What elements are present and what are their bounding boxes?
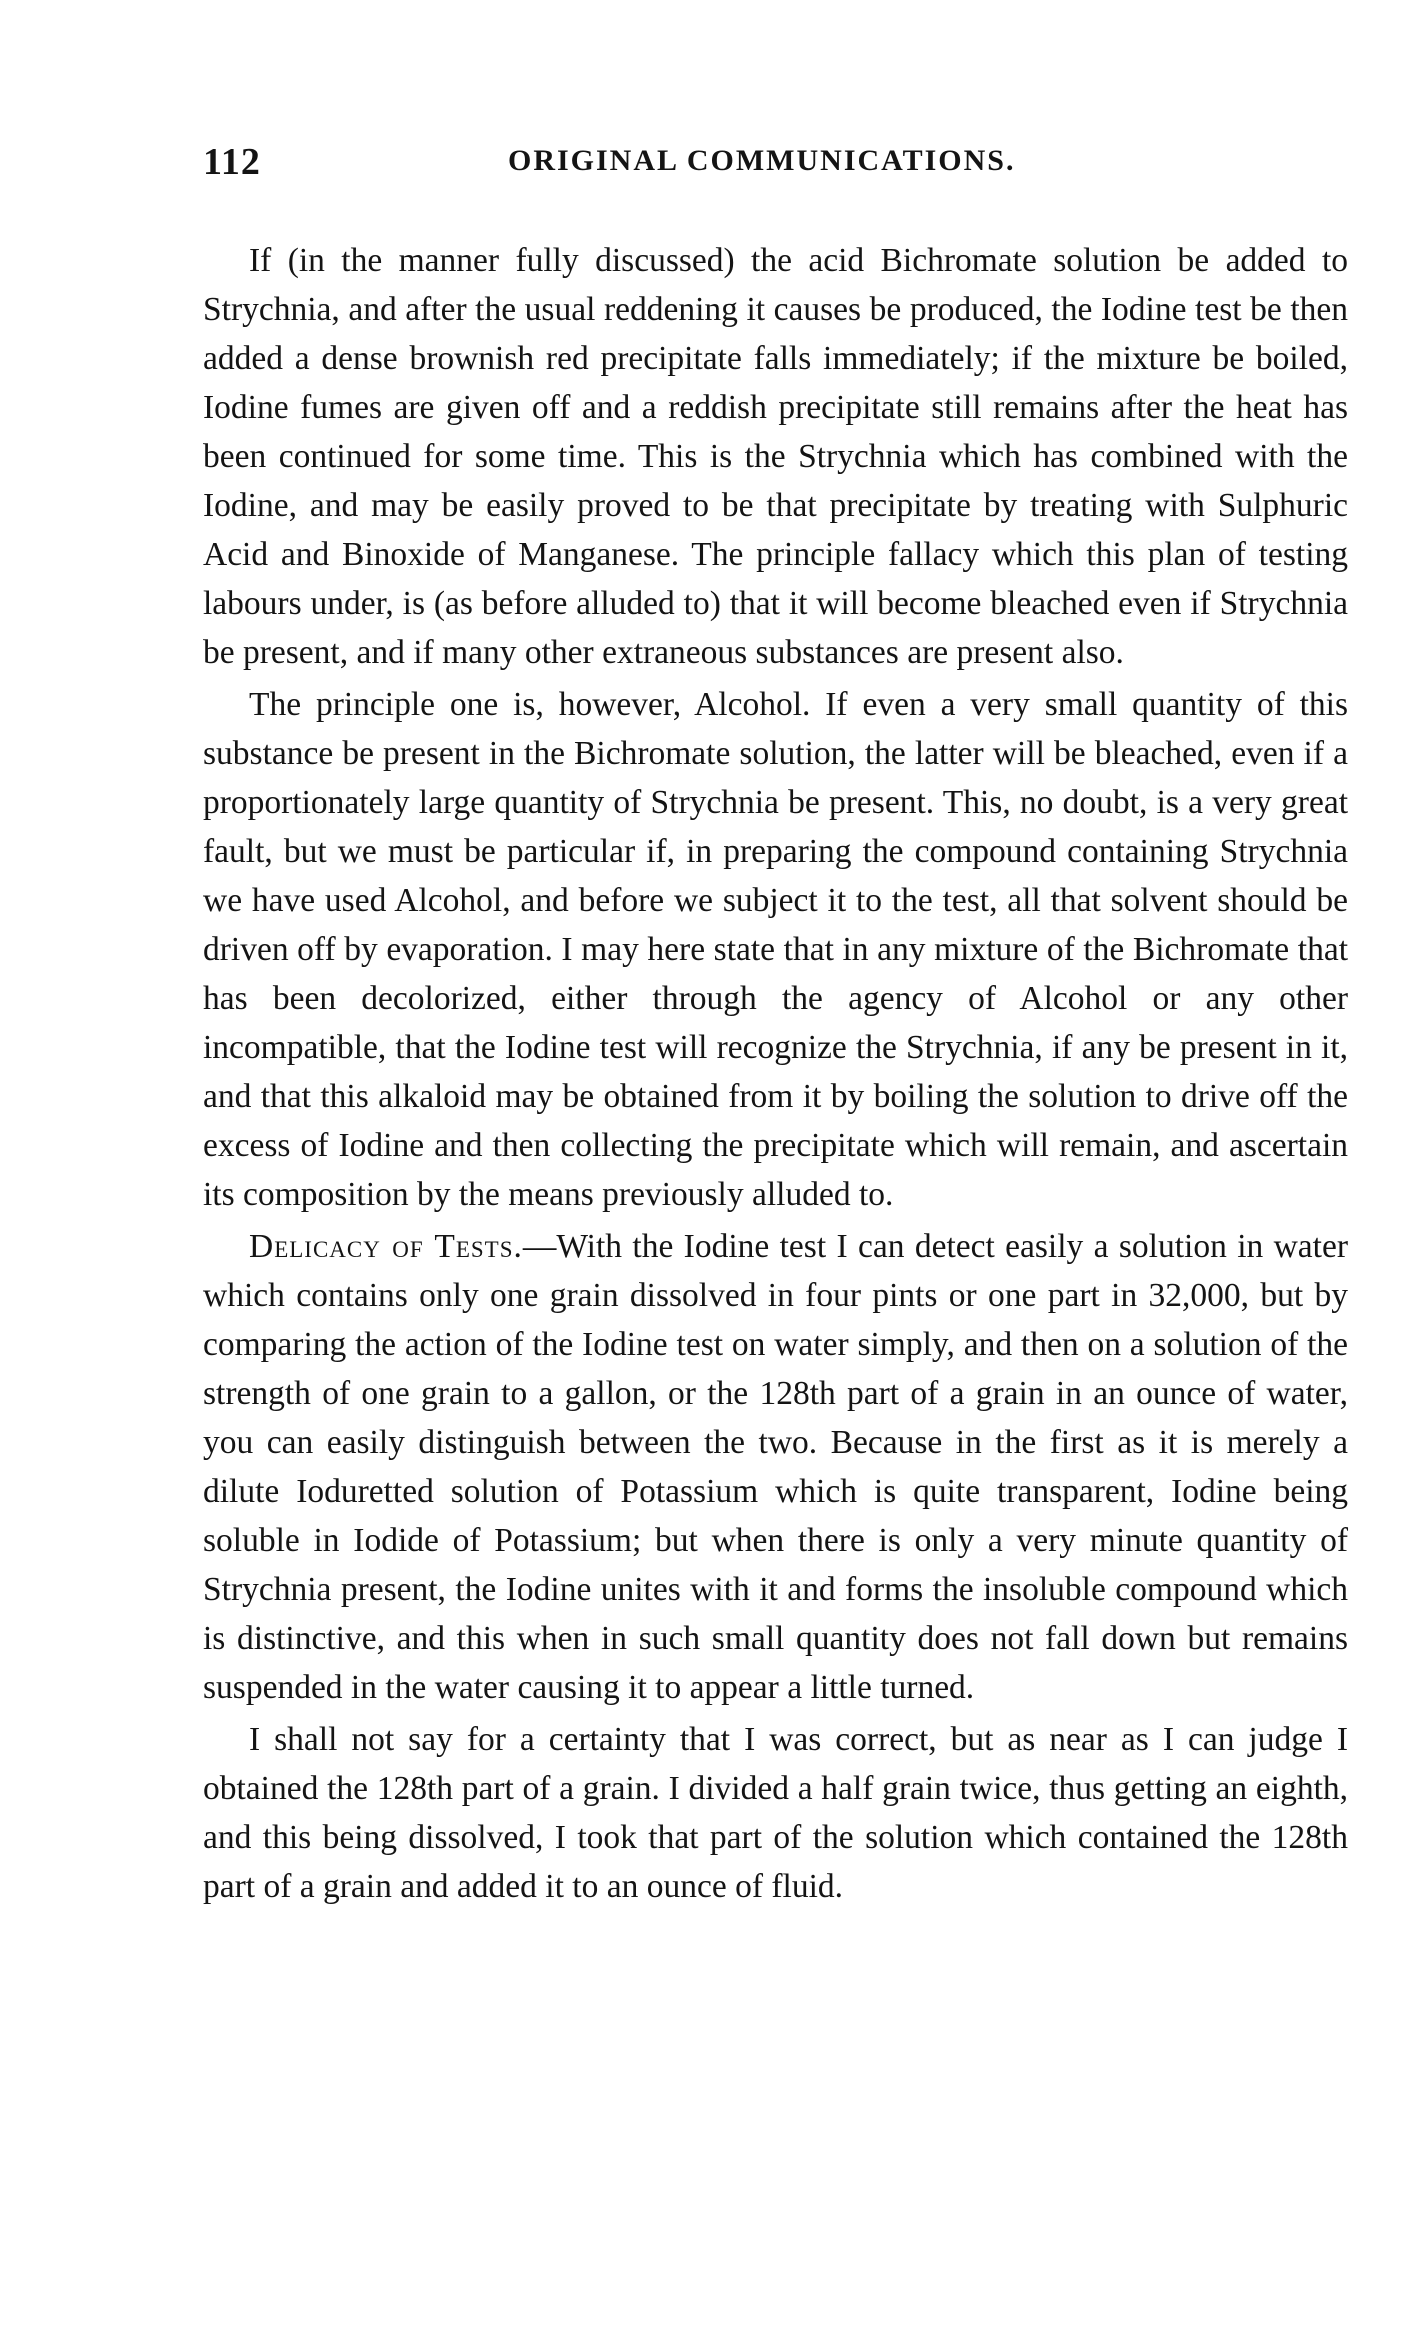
- paragraph-text: I shall not say for a certainty that I was correct, but as near as I can judge I obtained the 128th part of a grain. I divided a half grain twice, thus getting an eighth, and this being dissolved, I took that part of the solution which contained the 128th part of a grain and added it to an ounce of fluid.: [203, 1721, 1348, 1905]
- body-paragraph-delicacy-of-tests: [203, 1222, 1348, 1712]
- paragraph-text: If (in the manner fully discussed) the acid Bichromate solution be added to Strychnia, and after the usual reddening it causes be produced, the Iodine test be then added a dense brownish red precipitate falls immediately; if the mixture be boiled, Iodine fumes are given off and a reddish precipitate still remains after the heat has been continued for some time. This is the Strychnia which has combined with the Iodine, and may be easily proved to be that precipitate by treating with Sulphuric Acid and Binoxide of Manganese. The principle fallacy which this plan of testing labours under, is (as before alluded to) that it will become bleached even if Strychnia be present, and if many other extraneous substances are present also.: [203, 242, 1348, 671]
- page-number: 112: [203, 141, 261, 183]
- running-head-title: ORIGINAL COMMUNICATIONS.: [508, 144, 1016, 177]
- body-paragraph-bichromate: [203, 236, 1348, 677]
- section-heading: Delicacy of Tests.: [249, 1228, 523, 1265]
- book-page: [203, 140, 1348, 1911]
- running-head: [203, 140, 1348, 196]
- paragraph-text: —With the Iodine test I can detect easily a solution in water which contains only one grain dissolved in four pints or one part in 32,000, but by comparing the action of the Iodine test on water simply, and then on a solution of the strength of one grain to a gallon, or the 128th part of a grain in an ounce of water, you can easily distinguish between the two. Because in the first as it is merely a dilute Ioduretted solution of Potassium which is quite transparent, Iodine being soluble in Iodide of Potassium; but when there is only a very minute quantity of Strychnia present, the Iodine unites with it and forms the insoluble compound which is distinctive, and this when in such small quantity does not fall down but remains suspended in the water causing it to appear a little turned.: [203, 1228, 1348, 1706]
- paragraph-text: The principle one is, however, Alcohol. If even a very small quantity of this substance be present in the Bichromate solution, the latter will be bleached, even if a proportionately large quantity of Strychnia be present. This, no doubt, is a very great fault, but we must be particular if, in preparing the compound containing Strychnia we have used Alcohol, and before we subject it to the test, all that solvent should be driven off by evaporation. I may here state that in any mixture of the Bichromate that has been decolorized, either through the agency of Alcohol or any other incompatible, that the Iodine test will recognize the Strychnia, if any be present in it, and that this alkaloid may be obtained from it by boiling the solution to drive off the excess of Iodine and then collecting the precipitate which will remain, and ascertain its composition by the means previously alluded to.: [203, 686, 1348, 1213]
- body-paragraph-alcohol: [203, 680, 1348, 1219]
- body-paragraph-128th-part: [203, 1715, 1348, 1911]
